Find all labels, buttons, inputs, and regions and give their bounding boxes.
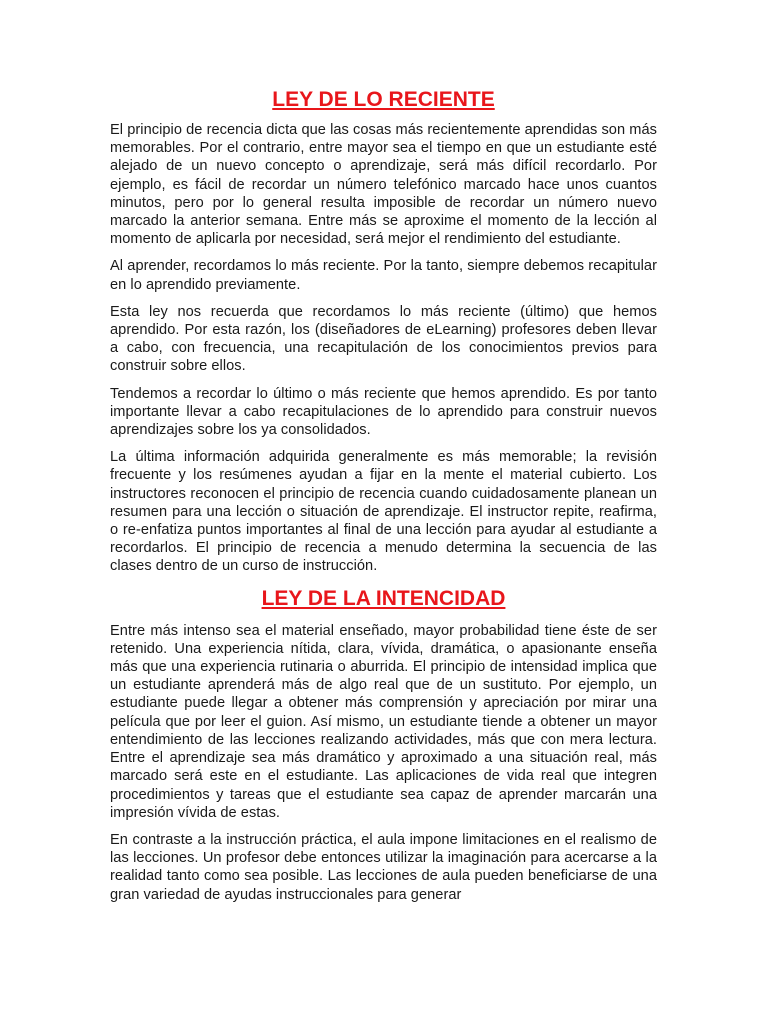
paragraph: El principio de recencia dicta que las cosas más recientemente aprendidas son más memorables. Por el contrario, entre mayor sea el tiempo en que un estudiante esté alejado de un nuevo concepto o aprendizaje, será más difícil recordarlo. Por ejemplo, es fácil de recordar un número telefónico marcado hace unos cuantos minutos, pero por lo general resulta imposible de recordar un número nuevo marcado la anterior semana. Entre más se aproxime el momento de la lección al momento de aplicarla por necesidad, será mejor el rendimiento del estudiante. [110,122,657,248]
paragraph: Entre más intenso sea el material enseñado, mayor probabilidad tiene éste de ser retenido. Una experiencia nítida, clara, vívida, dramática, o apasionante enseña más que una experiencia rutinaria o aburrida. El principio de intensidad implica que un estudiante aprenderá más de algo real que de un sustituto. Por ejemplo, un estudiante puede llegar a obtener más comprensión y apreciación por mirar una película que por leer el guion. Así mismo, un estudiante tiende a obtener un mayor entendimiento de las lecciones realizando actividades, más que con mera lectura. Entre el aprendizaje sea más dramático y aproximado a una situación real, más marcado será este en el estudiante. Las aplicaciones de vida real que integren procedimientos y tareas que el estudiante sea capaz de aprender marcarán una impresión vívida de estas. [110,622,657,821]
paragraph: Esta ley nos recuerda que recordamos lo más reciente (último) que hemos aprendido. Por esta razón, los (diseñadores de eLearning) profesores deben llevar a cabo, con frecuencia, una recapitulación de los conocimientos previos para construir sobre ellos. [110,303,657,375]
section-heading-ley-de-lo-reciente: LEY DE LO RECIENTE [272,88,495,111]
paragraph: Tendemos a recordar lo último o más reciente que hemos aprendido. Es por tanto importante llevar a cabo recapitulaciones de lo aprendido para construir nuevos aprendizajes sobre los ya consolidados. [110,385,657,439]
paragraph: En contraste a la instrucción práctica, el aula impone limitaciones en el realismo de las lecciones. Un profesor debe entonces utilizar la imaginación para acercarse a la realidad tanto como sea posible. Las lecciones de aula pueden beneficiarse de una gran variedad de ayudas instruccionales para generar [110,831,657,903]
paragraph: Al aprender, recordamos lo más reciente. Por la tanto, siempre debemos recapitular en lo aprendido previamente. [110,258,657,293]
document-page [110,86,657,904]
paragraph: La última información adquirida generalmente es más memorable; la revisión frecuente y los resúmenes ayudan a fijar en la mente el material cubierto. Los instructores reconocen el principio de recencia cuando cuidadosamente planean un resumen para una lección o situación de aprendizaje. El instructor repite, reafirma, o re-enfatiza puntos importantes al final de una lección para ayudar al estudiante a recordarlos. El principio de recencia a menudo determina la secuencia de las clases dentro de un curso de instrucción. [110,449,657,575]
section-heading-ley-de-la-intencidad: LEY DE LA INTENCIDAD [261,586,506,610]
